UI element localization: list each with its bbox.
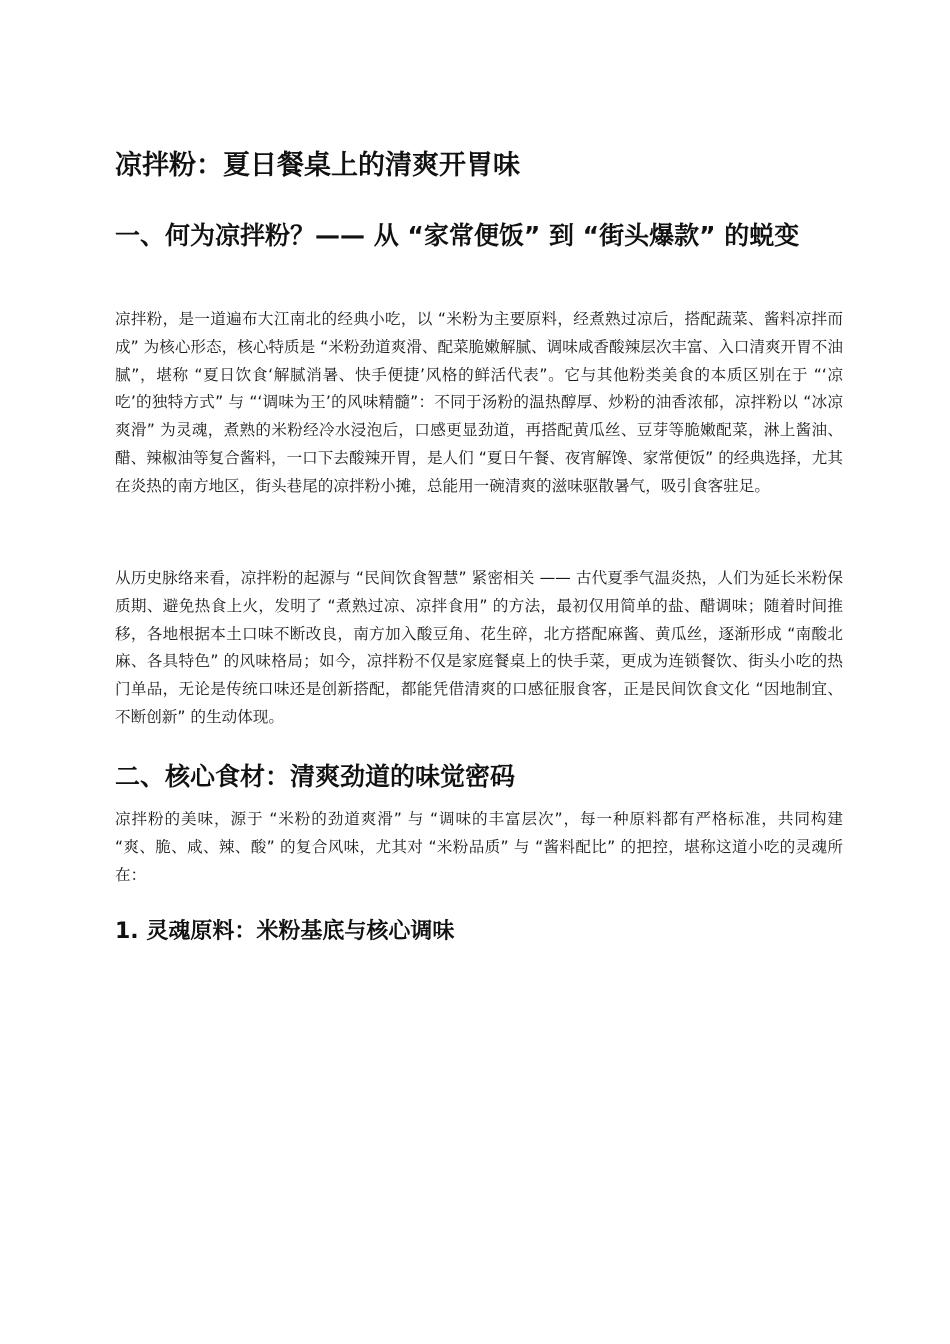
- paragraph: 凉拌粉，是一道遍布大江南北的经典小吃，以 “米粉为主要原料，经煮熟过凉后，搭配蔬菜、酱料凉拌而成” 为核心形态，核心特质是 “米粉劲道爽滑、配菜脆嫩解腻、调味咸香酸辣层次丰富、入口清爽开胃不油腻”，堪称 “夏日饮食‘解腻消暑、快手便捷’风格的鲜活代表”。它与其他粉类美食的本质区别在于 “‘凉吃’的独特方式” 与 “‘调味为王’的风味精髓”：不同于汤粉的温热醇厚、炒粉的油香浓郁，凉拌粉以 “冰凉爽滑” 为灵魂，煮熟的米粉经冷水浸泡后，口感更显劲道，再搭配黄瓜丝、豆芽等脆嫩配菜，淋上酱油、醋、辣椒油等复合酱料，一口下去酸辣开胃，是人们 “夏日午餐、夜宵解馋、家常便饭” 的经典选择，尤其在炎热的南方地区，街头巷尾的凉拌粉小摊，总能用一碗清爽的滋味驱散暑气，吸引食客驻足。: [115, 310, 843, 495]
- section-heading-what-is: 一、何为凉拌粉？—— 从 “家常便饭” 到 “街头爆款” 的蜕变: [115, 221, 800, 250]
- section-heading-core-ingredients: 二、核心食材：清爽劲道的味觉密码: [115, 762, 516, 791]
- subsection-heading-soul-ingredients: 1. 灵魂原料：米粉基底与核心调味: [115, 919, 455, 944]
- document-title: 凉拌粉：夏日餐桌上的清爽开胃味: [115, 150, 520, 181]
- paragraph: 从历史脉络来看，凉拌粉的起源与 “民间饮食智慧” 紧密相关 —— 古代夏季气温炎热，人们为延长米粉保质期、避免热食上火，发明了 “煮熟过凉、凉拌食用” 的方法，最初仅用简单的盐、醋调味；随着时间推移，各地根据本土口味不断改良，南方加入酸豆角、花生碎，北方搭配麻酱、黄瓜丝，逐渐形成 “南酸北麻、各具特色” 的风味格局；如今，凉拌粉不仅是家庭餐桌上的快手菜，更成为连锁餐饮、街头小吃的热门单品，无论是传统口味还是创新搭配，都能凭借清爽的口感征服食客，正是民间饮食文化 “因地制宜、不断创新” 的生动体现。: [115, 569, 843, 726]
- paragraph: 凉拌粉的美味，源于 “米粉的劲道爽滑” 与 “调味的丰富层次”，每一种原料都有严格标准，共同构建 “爽、脆、咸、辣、酸” 的复合风味，尤其对 “米粉品质” 与 “酱料配比” 的把控，堪称这道小吃的灵魂所在：: [115, 810, 843, 884]
